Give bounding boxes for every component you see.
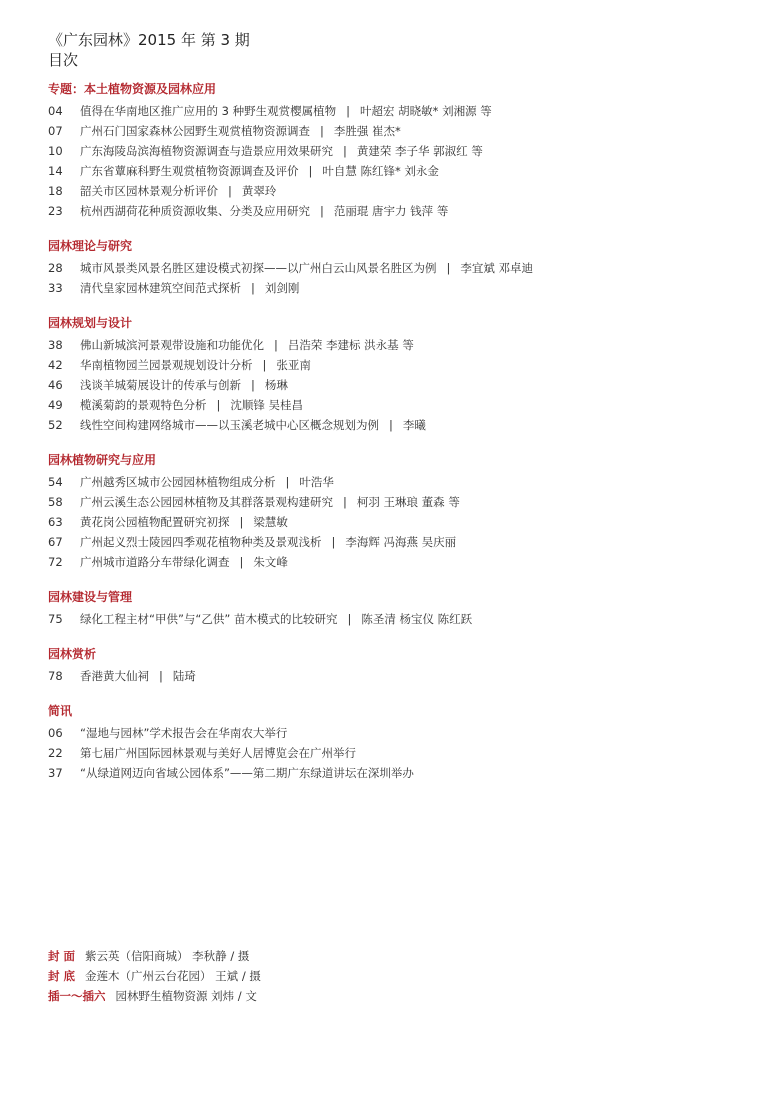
toc-section bbox=[48, 645, 748, 686]
toc-entry[interactable] bbox=[48, 512, 748, 532]
cover-credits bbox=[48, 946, 261, 1006]
entry-authors: 黄翠玲 bbox=[241, 184, 277, 198]
entry-authors: 李胜强 崔杰* bbox=[333, 124, 401, 138]
section-heading: 专题：本土植物资源及园林应用 bbox=[48, 82, 217, 96]
entry-authors: 张亚南 bbox=[276, 358, 311, 372]
toc-entry[interactable] bbox=[48, 201, 748, 221]
credit-label: 封 底 bbox=[48, 969, 76, 983]
toc-entry[interactable] bbox=[48, 532, 748, 552]
credit-label: 封 面 bbox=[48, 949, 76, 963]
entry-page-number: 49 bbox=[48, 398, 63, 412]
entry-title: 杭州西湖荷花种质资源收集、分类及应用研究 bbox=[80, 204, 310, 218]
toc-entry[interactable] bbox=[48, 666, 748, 686]
section-heading: 园林赏析 bbox=[48, 647, 97, 661]
entry-page-number: 78 bbox=[48, 669, 63, 683]
entry-page-number: 28 bbox=[48, 261, 63, 275]
entry-page-number: 52 bbox=[48, 418, 63, 432]
credit-text: 园林野生植物资源 刘炜 / 文 bbox=[115, 989, 257, 1003]
entry-separator: | bbox=[216, 398, 221, 412]
entry-page-number: 38 bbox=[48, 338, 63, 352]
toc-sections bbox=[48, 80, 748, 783]
toc-entry[interactable] bbox=[48, 375, 748, 395]
entry-authors: 吕浩荣 李建标 洪永基 等 bbox=[287, 338, 414, 352]
credit-line bbox=[48, 946, 261, 966]
toc-entry[interactable] bbox=[48, 472, 748, 492]
entry-page-number: 14 bbox=[48, 164, 63, 178]
entry-title: 华南植物园兰园景观规划设计分析 bbox=[80, 358, 253, 372]
toc-entry[interactable] bbox=[48, 278, 748, 298]
entry-separator: | bbox=[446, 261, 451, 275]
entry-page-number: 63 bbox=[48, 515, 63, 529]
entry-separator: | bbox=[346, 104, 351, 118]
toc-entry[interactable] bbox=[48, 763, 748, 783]
entry-title: 广州城市道路分车带绿化调查 bbox=[80, 555, 230, 569]
entry-title: 值得在华南地区推广应用的 3 种野生观赏樱属植物 bbox=[80, 104, 337, 118]
entry-title: 广州石门国家森林公园野生观赏植物资源调查 bbox=[80, 124, 310, 138]
entry-page-number: 75 bbox=[48, 612, 63, 626]
section-heading: 园林规划与设计 bbox=[48, 316, 133, 330]
toc-entry[interactable] bbox=[48, 355, 748, 375]
entry-page-number: 67 bbox=[48, 535, 63, 549]
entry-title: 广州起义烈士陵园四季观花植物种类及景观浅析 bbox=[80, 535, 322, 549]
toc-entry[interactable] bbox=[48, 743, 748, 763]
credit-line bbox=[48, 986, 261, 1006]
entry-title: 绿化工程主材“甲供”与“乙供” 苗木模式的比较研究 bbox=[80, 612, 338, 626]
toc-entry[interactable] bbox=[48, 395, 748, 415]
entry-separator: | bbox=[274, 338, 278, 352]
entry-authors: 叶自慧 陈红锋* 刘永金 bbox=[322, 164, 439, 178]
entry-page-number: 06 bbox=[48, 726, 63, 740]
entry-title: 第七届广州国际园林景观与美好人居博览会在广州举行 bbox=[80, 746, 356, 760]
entry-title: 黄花岗公园植物配置研究初探 bbox=[80, 515, 230, 529]
credit-label: 插一～插六 bbox=[48, 989, 106, 1003]
entry-separator: | bbox=[308, 164, 313, 178]
entry-title: 香港黄大仙祠 bbox=[80, 669, 149, 683]
section-heading: 园林理论与研究 bbox=[48, 239, 133, 253]
entry-title: “湿地与园林”学术报告会在华南农大举行 bbox=[80, 726, 288, 740]
entry-title: 浅谈羊城菊展设计的传承与创新 bbox=[80, 378, 241, 392]
entry-page-number: 33 bbox=[48, 281, 63, 295]
entry-authors: 梁慧敏 bbox=[253, 515, 288, 529]
toc-entry[interactable] bbox=[48, 492, 748, 512]
entry-authors: 柯羽 王琳琅 董森 等 bbox=[356, 495, 460, 509]
table-of-contents-heading: 目次 bbox=[48, 51, 79, 69]
entry-separator: | bbox=[251, 378, 255, 392]
credit-line bbox=[48, 966, 261, 986]
entry-title: 广东海陵岛滨海植物资源调查与造景应用效果研究 bbox=[80, 144, 333, 158]
section-heading: 简讯 bbox=[48, 704, 73, 718]
toc-section bbox=[48, 237, 748, 298]
toc-section bbox=[48, 702, 748, 783]
entry-page-number: 23 bbox=[48, 204, 63, 218]
toc-entry[interactable] bbox=[48, 723, 748, 743]
entry-separator: | bbox=[343, 495, 347, 509]
toc-entry[interactable] bbox=[48, 181, 748, 201]
entry-title: 线性空间构建网络城市——以玉溪老城中心区概念规划为例 bbox=[80, 418, 379, 432]
entry-separator: | bbox=[228, 184, 232, 198]
entry-separator: | bbox=[320, 204, 324, 218]
entry-page-number: 10 bbox=[48, 144, 63, 158]
entry-page-number: 58 bbox=[48, 495, 63, 509]
entry-separator: | bbox=[347, 612, 352, 626]
toc-entry[interactable] bbox=[48, 258, 748, 278]
toc-section bbox=[48, 588, 748, 629]
entry-page-number: 22 bbox=[48, 746, 63, 760]
toc-entry[interactable] bbox=[48, 101, 748, 121]
entry-page-number: 46 bbox=[48, 378, 63, 392]
entry-separator: | bbox=[343, 144, 347, 158]
entry-title: 清代皇家园林建筑空间范式探析 bbox=[80, 281, 241, 295]
entry-title: 广州云溪生态公园园林植物及其群落景观构建研究 bbox=[80, 495, 333, 509]
toc-entry[interactable] bbox=[48, 121, 748, 141]
entry-separator: | bbox=[262, 358, 267, 372]
entry-authors: 叶超宏 胡晓敏* 刘湘源 等 bbox=[360, 104, 492, 118]
entry-authors: 陆琦 bbox=[172, 669, 196, 683]
entry-page-number: 72 bbox=[48, 555, 63, 569]
entry-separator: | bbox=[331, 535, 336, 549]
entry-authors: 李宜斌 邓卓迪 bbox=[460, 261, 534, 275]
entry-page-number: 42 bbox=[48, 358, 63, 372]
toc-entry[interactable] bbox=[48, 335, 748, 355]
entry-title: 榄溪菊韵的景观特色分析 bbox=[80, 398, 207, 412]
section-heading: 园林建设与管理 bbox=[48, 590, 133, 604]
toc-entry[interactable] bbox=[48, 552, 748, 572]
entry-separator: | bbox=[159, 669, 163, 683]
entry-separator: | bbox=[239, 515, 244, 529]
entry-separator: | bbox=[320, 124, 324, 138]
toc-entry[interactable] bbox=[48, 161, 748, 181]
entry-title: 佛山新城滨河景观带设施和功能优化 bbox=[80, 338, 264, 352]
entry-title: 广东省蕈麻科野生观赏植物资源调查及评价 bbox=[80, 164, 299, 178]
entry-separator: | bbox=[239, 555, 244, 569]
entry-authors: 李曦 bbox=[402, 418, 426, 432]
entry-page-number: 54 bbox=[48, 475, 63, 489]
entry-authors: 叶浩华 bbox=[299, 475, 334, 489]
entry-separator: | bbox=[251, 281, 255, 295]
entry-title: “从绿道网迈向省域公园体系”——第二期广东绿道讲坛在深圳举办 bbox=[80, 766, 414, 780]
toc-entry[interactable] bbox=[48, 415, 748, 435]
entry-authors: 李海辉 冯海燕 吴庆丽 bbox=[345, 535, 457, 549]
toc-section bbox=[48, 451, 748, 572]
toc-page bbox=[48, 30, 748, 799]
entry-page-number: 07 bbox=[48, 124, 63, 138]
toc-entry[interactable] bbox=[48, 609, 748, 629]
entry-page-number: 04 bbox=[48, 104, 63, 118]
entry-authors: 朱文峰 bbox=[253, 555, 288, 569]
entry-page-number: 37 bbox=[48, 766, 63, 780]
entry-separator: | bbox=[389, 418, 393, 432]
entry-authors: 杨琳 bbox=[264, 378, 288, 392]
journal-issue-title: 《广东园林》2015 年 第 3 期 bbox=[48, 31, 250, 49]
entry-title: 广州越秀区城市公园园林植物组成分析 bbox=[80, 475, 276, 489]
entry-authors: 沈顺锋 吴桂昌 bbox=[230, 398, 304, 412]
entry-authors: 黄建荣 李子华 郭淑红 等 bbox=[356, 144, 483, 158]
toc-section bbox=[48, 314, 748, 435]
credit-text: 紫云英（信阳商城） 李秋静 / 摄 bbox=[85, 949, 250, 963]
toc-entry[interactable] bbox=[48, 141, 748, 161]
entry-title: 城市风景类风景名胜区建设模式初探——以广州白云山风景名胜区为例 bbox=[80, 261, 437, 275]
credit-text: 金莲木（广州云台花园） 王斌 / 摄 bbox=[85, 969, 261, 983]
toc-section bbox=[48, 80, 748, 221]
entry-separator: | bbox=[285, 475, 290, 489]
section-heading: 园林植物研究与应用 bbox=[48, 453, 157, 467]
entry-page-number: 18 bbox=[48, 184, 63, 198]
entry-authors: 范丽琨 唐宇力 钱萍 等 bbox=[333, 204, 449, 218]
entry-title: 韶关市区园林景观分析评价 bbox=[80, 184, 218, 198]
entry-authors: 陈圣清 杨宝仪 陈红跃 bbox=[361, 612, 473, 626]
entry-authors: 刘剑刚 bbox=[264, 281, 300, 295]
